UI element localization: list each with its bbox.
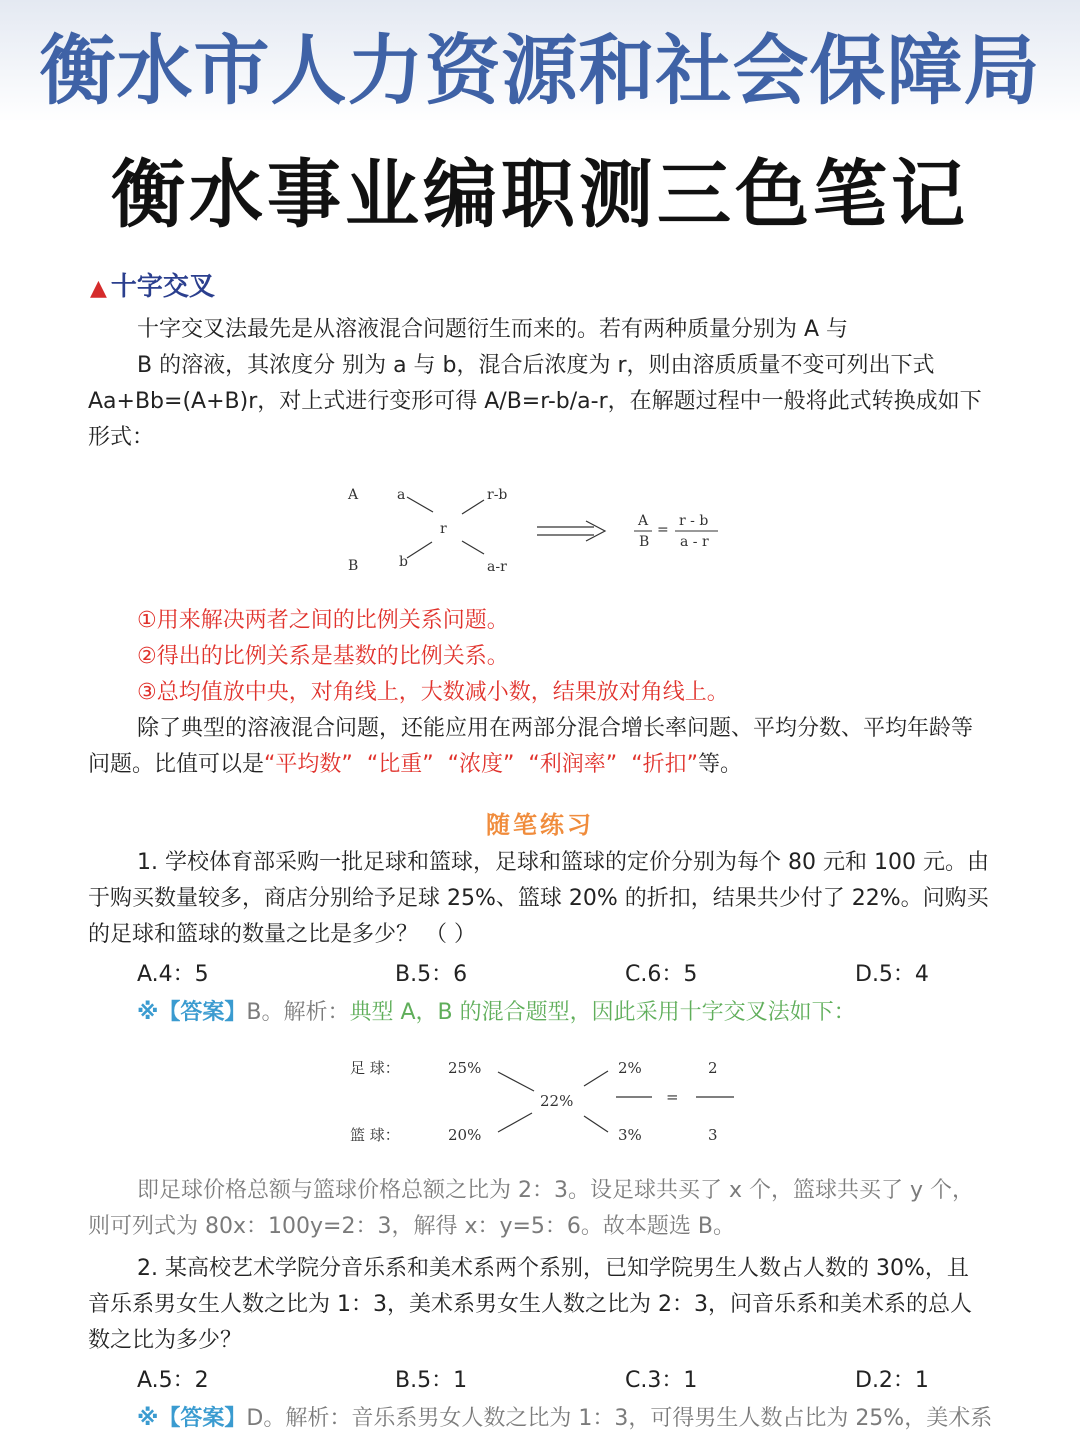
cross-method-diagram (330, 480, 750, 580)
term-average: “平均数” (264, 752, 353, 777)
diagram-label-B: B (348, 558, 359, 574)
q1-diagram-r1: 2% (618, 1059, 642, 1077)
fraction-top: r - b (679, 513, 709, 529)
q2-line-3: 数之比为多少？ (88, 1328, 243, 1353)
q1-line-3: 的足球和篮球的数量之比是多少？ （ ） (88, 922, 476, 947)
q1-diagram-n1: 2 (708, 1059, 718, 1077)
q1-line-tl (498, 1072, 534, 1091)
q1-diagram-p2: 20% (448, 1126, 482, 1144)
q1-explain-2: 则可列式为 80x：100y=2：3，解得 x：y=5：6。故本题选 B。 (88, 1214, 735, 1239)
triangle-icon: ▲ (90, 276, 107, 301)
term-concentration: “浓度” (447, 752, 515, 777)
q1-diagram-p1: 25% (448, 1059, 482, 1077)
intro-line-2: B 的溶液，其浓度分 别为 a 与 b，混合后浓度为 r，则由溶质质量不变可列出下式 (137, 353, 935, 378)
q1-line-bl (498, 1113, 532, 1132)
intro-line-3: Aa+Bb=(A+B)r，对上式进行变形可得 A/B=r-b/a-r，在解题过程中一般将此式转换成如下 (88, 389, 982, 414)
extra-line-2-post: 等。 (698, 752, 743, 777)
practice-title: 随笔练习 (486, 811, 594, 839)
q1-diagram-n2: 3 (708, 1126, 718, 1144)
diagram-line-b (407, 542, 432, 558)
note-1: ①用来解决两者之间的比例关系问题。 (137, 608, 509, 633)
q1-diagram-label-football: 足 球： (350, 1059, 400, 1077)
q2-answer (137, 1401, 992, 1437)
q1-option-b: B.5：6 (395, 962, 468, 987)
q2-answer-mark: ※【答案】 (137, 1406, 247, 1431)
q1-line-1: 1. 学校体育部采购一批足球和篮球，足球和篮球的定价分别为每个 80 元和 100 元。由 (137, 850, 989, 875)
diagram-label-a: a (397, 487, 406, 503)
q2-answer-text: D。解析：音乐系男女人数之比为 1：3，可得男生人数占比为 25%，美术系 (246, 1406, 993, 1431)
term-discount: “折扣” (631, 752, 698, 777)
diagram-label-A: A (348, 487, 359, 503)
double-arrow-icon (537, 521, 605, 541)
fraction-A: A (638, 513, 649, 529)
answer-mark: ※【答案】 (137, 1000, 247, 1025)
note-2: ②得出的比例关系是基数的比例关系。 (137, 644, 509, 669)
intro-line-1: 十字交叉法最先是从溶液混合问题衍生而来的。若有两种质量分别为 A 与 (137, 317, 849, 342)
diagram-label-b: b (399, 554, 408, 570)
q1-diagram-equals: = (666, 1088, 679, 1106)
diagram-line-rb (462, 500, 484, 514)
fraction-bottom: a - r (680, 534, 709, 550)
q1-option-d: D.5：4 (855, 962, 929, 987)
note-3: ③总均值放中央，对角线上，大数减小数，结果放对角线上。 (137, 680, 729, 705)
section-heading (90, 266, 215, 303)
q2-line-1: 2. 某高校艺术学院分音乐系和美术系两个系别，已知学院男生人数占人数的 30%，且 (137, 1256, 969, 1281)
banner-title: 衡水市人力资源和社会保障局 (39, 26, 1041, 115)
header-banner (0, 0, 1080, 122)
q1-diagram-mid: 22% (540, 1092, 574, 1110)
q2-option-b: B.5：1 (395, 1368, 468, 1393)
q1-diagram-r2: 3% (618, 1126, 642, 1144)
fraction-B: B (639, 534, 650, 550)
intro-line-4: 形式： (88, 425, 155, 450)
diagram-label-rb: r-b (487, 487, 508, 503)
q2-option-c: C.3：1 (625, 1368, 698, 1393)
q1-line-br (584, 1116, 608, 1132)
diagram-line-ar (462, 541, 484, 554)
q1-line-2: 于购买数量较多，商店分别给予足球 25%、篮球 20% 的折扣，结果共少付了 22%。问购买 (88, 886, 989, 911)
q1-answer (137, 995, 856, 1031)
diagram-label-r: r (440, 521, 447, 537)
extra-line-2-pre: 问题。比值可以是 (88, 752, 265, 777)
diagram-label-ar: a-r (487, 559, 507, 575)
extra-line-1: 除了典型的溶液混合问题，还能应用在两部分混合增长率问题、平均分数、平均年龄等 (137, 716, 974, 741)
term-profit-rate: “利润率” (528, 752, 618, 777)
q1-cross-diagram (340, 1050, 760, 1150)
fraction-equals: = (657, 522, 669, 538)
answer-letter: B。解析： (246, 1000, 350, 1025)
q1-diagram-label-basketball: 篮 球： (350, 1126, 400, 1144)
page-title: 衡水事业编职测三色笔记 (111, 152, 969, 238)
answer-text: 典型 A，B 的混合题型，因此采用十字交叉法如下： (349, 1000, 856, 1025)
section-heading-text: 十字交叉 (110, 272, 215, 302)
q1-line-tr (584, 1071, 608, 1086)
q1-explain-1: 即足球价格总额与篮球价格总额之比为 2：3。设足球共买了 x 个，篮球共买了 y 个， (137, 1178, 975, 1203)
q1-option-c: C.6：5 (625, 962, 698, 987)
q2-line-2: 音乐系男女生人数之比为 1：3，美术系男女生人数之比为 2：3，问音乐系和美术系的总人 (88, 1292, 972, 1317)
q2-option-a: A.5：2 (137, 1368, 209, 1393)
term-proportion: “比重” (366, 752, 434, 777)
q2-option-d: D.2：1 (855, 1368, 929, 1393)
q1-option-a: A.4：5 (137, 962, 209, 987)
diagram-line-a (407, 497, 433, 512)
extra-line-2 (88, 747, 742, 783)
